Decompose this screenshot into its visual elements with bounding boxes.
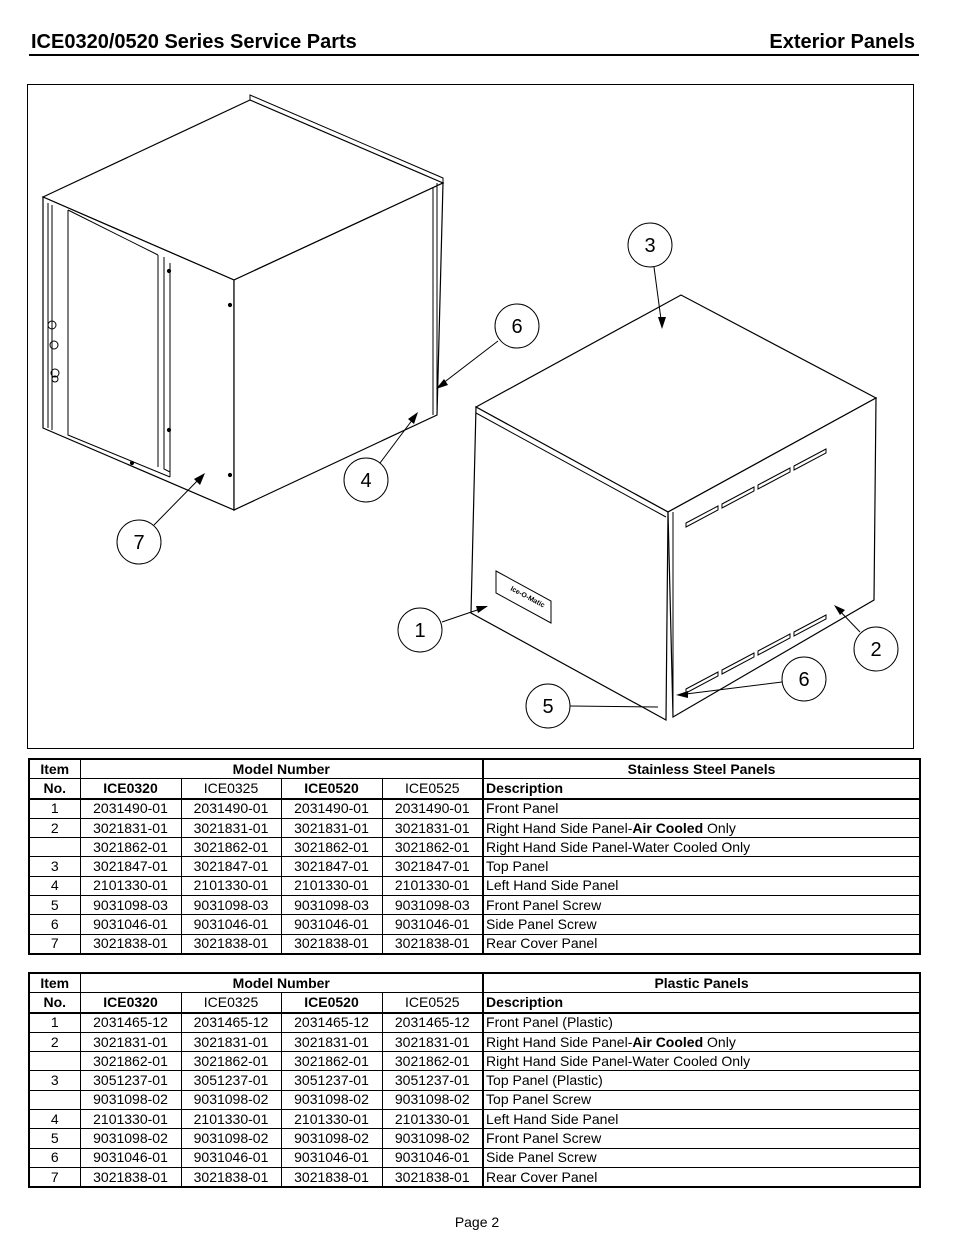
- part-description: Front Panel: [483, 799, 920, 819]
- header-model-number: Model Number: [80, 759, 483, 779]
- part-number: 3021862-01: [281, 838, 382, 857]
- page-title: ICE0320/0520 Series Service Parts: [31, 31, 357, 53]
- desc-emphasis: Air Cooled: [632, 1033, 704, 1050]
- item-no: [29, 1090, 80, 1109]
- part-number: 9031098-03: [281, 896, 382, 915]
- callout-5: 5: [542, 696, 554, 718]
- part-number: 2101330-01: [281, 1110, 382, 1129]
- part-number: 3021831-01: [281, 818, 382, 837]
- item-no: 1: [29, 799, 80, 819]
- model-col: ICE0325: [181, 993, 281, 1013]
- table-row: [29, 838, 920, 857]
- part-number: 9031098-02: [281, 1129, 382, 1148]
- header-no: No.: [29, 779, 80, 799]
- stainless-parts-table: [28, 758, 921, 955]
- callout-6-upper: 6: [511, 316, 523, 338]
- callout-4: 4: [360, 470, 372, 492]
- header-item: Item: [29, 973, 80, 993]
- part-description: Side Panel Screw: [483, 1148, 920, 1167]
- part-number: 2031490-01: [382, 799, 483, 819]
- item-no: 2: [29, 1032, 80, 1051]
- model-col: ICE0520: [281, 779, 382, 799]
- desc-part: Right Hand Side Panel-: [486, 1033, 633, 1050]
- part-number: 2101330-01: [181, 1110, 281, 1129]
- logo-text: Ice-O-Matic: [509, 585, 546, 610]
- part-number: 2031490-01: [181, 799, 281, 819]
- table-row: [29, 818, 920, 837]
- part-number: 2101330-01: [281, 876, 382, 895]
- item-no: 6: [29, 915, 80, 934]
- part-description: Front Panel Screw: [483, 896, 920, 915]
- part-number: 2101330-01: [382, 876, 483, 895]
- part-description: Side Panel Screw: [483, 915, 920, 934]
- item-no: 3: [29, 1071, 80, 1090]
- part-number: 3021838-01: [281, 934, 382, 954]
- table-row: [29, 1167, 920, 1187]
- part-number: 3021838-01: [382, 934, 483, 954]
- part-number: 3021831-01: [382, 818, 483, 837]
- callout-3: 3: [644, 235, 656, 257]
- part-number: 3021831-01: [281, 1032, 382, 1051]
- part-number: 9031046-01: [80, 915, 181, 934]
- table-subheader-row: [29, 993, 920, 1013]
- part-number: 3021862-01: [281, 1052, 382, 1071]
- table-row: [29, 1148, 920, 1167]
- part-description: [483, 1032, 920, 1051]
- part-number: 3051237-01: [80, 1071, 181, 1090]
- table-header-row: [29, 759, 920, 779]
- part-description: Rear Cover Panel: [483, 1167, 920, 1187]
- part-number: 3021831-01: [181, 818, 281, 837]
- model-col: ICE0325: [181, 779, 281, 799]
- part-number: 3021862-01: [80, 838, 181, 857]
- part-description: Front Panel Screw: [483, 1129, 920, 1148]
- part-description: Top Panel (Plastic): [483, 1071, 920, 1090]
- part-number: 2101330-01: [382, 1110, 483, 1129]
- part-number: 3021862-01: [181, 838, 281, 857]
- part-number: 3021847-01: [181, 857, 281, 876]
- model-col: ICE0320: [80, 993, 181, 1013]
- model-col: ICE0520: [281, 993, 382, 1013]
- desc-part: Right Hand Side Panel-: [486, 819, 633, 836]
- part-description: Right Hand Side Panel-Water Cooled Only: [483, 838, 920, 857]
- part-number: 3021838-01: [181, 1167, 281, 1187]
- model-col: ICE0320: [80, 779, 181, 799]
- callout-2: 2: [870, 639, 882, 661]
- part-number: 9031046-01: [181, 915, 281, 934]
- part-number: 9031098-02: [181, 1090, 281, 1109]
- part-description: Top Panel Screw: [483, 1090, 920, 1109]
- part-number: 2031490-01: [80, 799, 181, 819]
- front-cabinet: [471, 295, 876, 720]
- table-row: [29, 1013, 920, 1033]
- part-number: 9031098-03: [181, 896, 281, 915]
- header-description: Description: [483, 993, 920, 1013]
- part-description: Right Hand Side Panel-Water Cooled Only: [483, 1052, 920, 1071]
- part-number: 3051237-01: [281, 1071, 382, 1090]
- header-no: No.: [29, 993, 80, 1013]
- table-row: [29, 799, 920, 819]
- table-row: [29, 1110, 920, 1129]
- item-no: 5: [29, 896, 80, 915]
- part-number: 3021831-01: [80, 818, 181, 837]
- part-number: 3021862-01: [80, 1052, 181, 1071]
- table-row: [29, 1090, 920, 1109]
- part-number: 9031098-02: [80, 1090, 181, 1109]
- item-no: 2: [29, 818, 80, 837]
- part-number: 9031046-01: [181, 1148, 281, 1167]
- rear-cabinet: [43, 95, 443, 510]
- table-subheader-row: [29, 779, 920, 799]
- part-number: 9031098-02: [181, 1129, 281, 1148]
- part-description: [483, 818, 920, 837]
- part-description: Left Hand Side Panel: [483, 1110, 920, 1129]
- item-no: 1: [29, 1013, 80, 1033]
- table-header-row: [29, 973, 920, 993]
- part-number: 2101330-01: [80, 876, 181, 895]
- callout-7: 7: [133, 532, 145, 554]
- part-number: 3051237-01: [382, 1071, 483, 1090]
- item-no: 6: [29, 1148, 80, 1167]
- section-title: Exterior Panels: [769, 31, 915, 53]
- part-number: 9031046-01: [281, 915, 382, 934]
- part-number: 9031098-02: [382, 1090, 483, 1109]
- model-col: ICE0525: [382, 993, 483, 1013]
- part-description: Top Panel: [483, 857, 920, 876]
- item-no: 3: [29, 857, 80, 876]
- header-model-number: Model Number: [80, 973, 483, 993]
- part-number: 3021831-01: [382, 1032, 483, 1051]
- part-number: 2031465-12: [281, 1013, 382, 1033]
- table-row: [29, 1052, 920, 1071]
- part-number: 3021838-01: [281, 1167, 382, 1187]
- header-item: Item: [29, 759, 80, 779]
- item-no: [29, 838, 80, 857]
- plastic-parts-table: [28, 972, 921, 1188]
- part-number: 3021847-01: [281, 857, 382, 876]
- part-number: 3021862-01: [382, 838, 483, 857]
- part-number: 3051237-01: [181, 1071, 281, 1090]
- header-section: Plastic Panels: [483, 973, 920, 993]
- header-section: Stainless Steel Panels: [483, 759, 920, 779]
- part-number: 3021838-01: [80, 1167, 181, 1187]
- item-no: 7: [29, 1167, 80, 1187]
- part-number: 3021838-01: [80, 934, 181, 954]
- cabinet-drawing: [28, 85, 915, 750]
- part-number: 9031046-01: [281, 1148, 382, 1167]
- item-no: [29, 1052, 80, 1071]
- table-row: [29, 857, 920, 876]
- header-description: Description: [483, 779, 920, 799]
- part-number: 2031465-12: [80, 1013, 181, 1033]
- part-number: 3021862-01: [181, 1052, 281, 1071]
- item-no: 4: [29, 876, 80, 895]
- part-number: 9031046-01: [382, 915, 483, 934]
- table-row: [29, 1129, 920, 1148]
- model-col: ICE0525: [382, 779, 483, 799]
- part-number: 9031046-01: [80, 1148, 181, 1167]
- callout-6-lower: 6: [798, 669, 810, 691]
- part-number: 3021862-01: [382, 1052, 483, 1071]
- part-number: 9031098-02: [80, 1129, 181, 1148]
- exploded-diagram: [27, 84, 914, 749]
- desc-part: Only: [703, 819, 736, 836]
- page-header: [29, 30, 919, 56]
- table-row: [29, 876, 920, 895]
- part-number: 3021831-01: [181, 1032, 281, 1051]
- item-no: 4: [29, 1110, 80, 1129]
- page-number: Page 2: [454, 1214, 500, 1230]
- part-number: 9031098-03: [382, 896, 483, 915]
- part-description: Rear Cover Panel: [483, 934, 920, 954]
- part-number: 2031465-12: [382, 1013, 483, 1033]
- table-row: [29, 1071, 920, 1090]
- table-row: [29, 1032, 920, 1051]
- part-number: 9031098-02: [281, 1090, 382, 1109]
- part-number: 9031098-03: [80, 896, 181, 915]
- part-number: 3021847-01: [80, 857, 181, 876]
- desc-emphasis: Air Cooled: [632, 819, 704, 836]
- part-description: Front Panel (Plastic): [483, 1013, 920, 1033]
- table-row: [29, 934, 920, 954]
- part-number: 2031490-01: [281, 799, 382, 819]
- item-no: 7: [29, 934, 80, 954]
- part-number: 3021847-01: [382, 857, 483, 876]
- part-number: 2101330-01: [80, 1110, 181, 1129]
- part-number: 3021838-01: [181, 934, 281, 954]
- part-number: 9031046-01: [382, 1148, 483, 1167]
- part-number: 9031098-02: [382, 1129, 483, 1148]
- callout-1: 1: [414, 620, 426, 642]
- part-number: 3021838-01: [382, 1167, 483, 1187]
- part-description: Left Hand Side Panel: [483, 876, 920, 895]
- part-number: 2031465-12: [181, 1013, 281, 1033]
- table-row: [29, 915, 920, 934]
- part-number: 3021831-01: [80, 1032, 181, 1051]
- part-number: 2101330-01: [181, 876, 281, 895]
- table-row: [29, 896, 920, 915]
- item-no: 5: [29, 1129, 80, 1148]
- desc-part: Only: [703, 1033, 736, 1050]
